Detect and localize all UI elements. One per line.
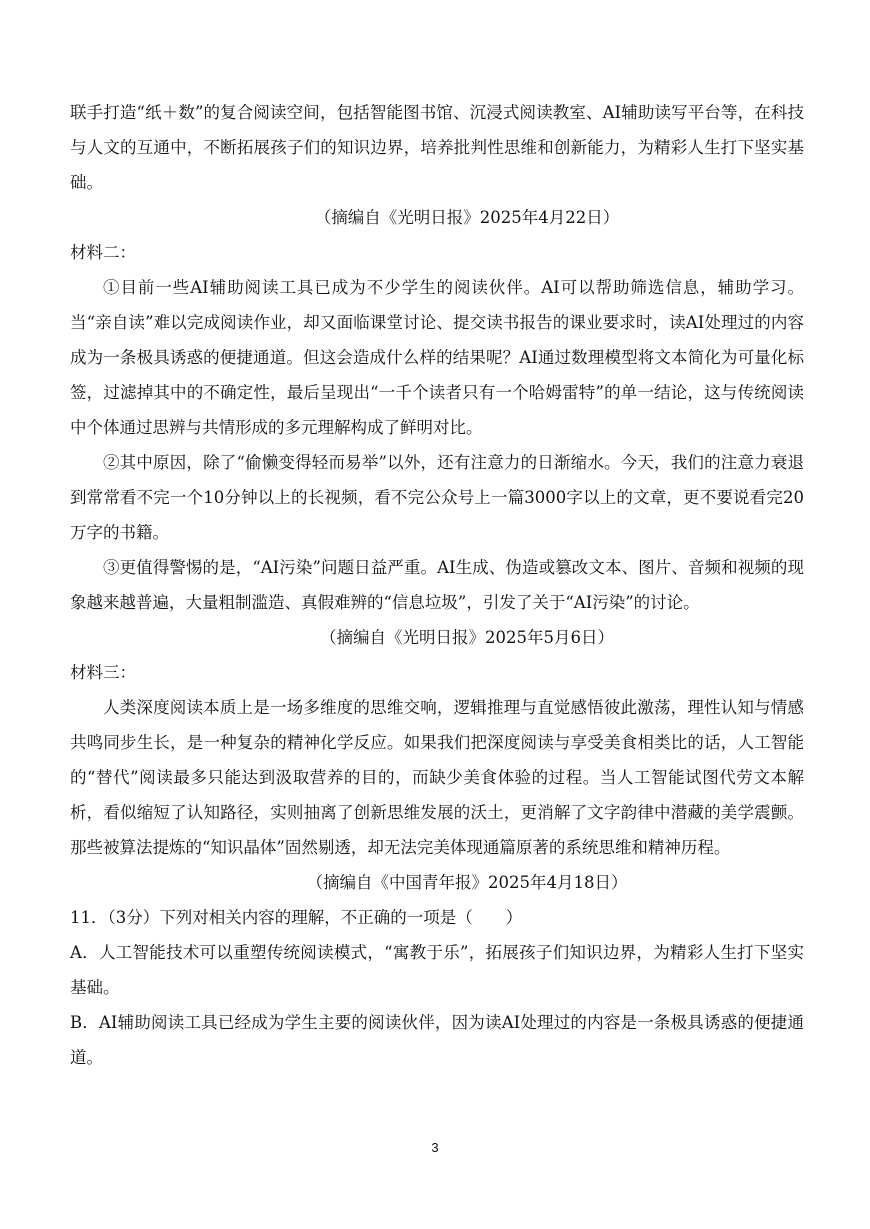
material-two-paragraph-2: ②其中原因，除了“偷懒变得轻而易举”以外，还有注意力的日渐缩水。今天，我们的注意力衰退到常常看不完一个10分钟以上的长视频，看不完公众号上一篇3000字以上的文章，更不要说看完20万字的书籍。	[70, 453, 804, 542]
source-citation-3: （摘编自《中国青年报》2025年4月18日）	[306, 873, 628, 892]
material-two-paragraph-3: ③更值得警惕的是，“AI污染”问题日益严重。AI生成、伪造或篡改文本、图片、音频和视频的现象越来越普遍，大量粗制滥造、真假难辨的“信息垃圾”，引发了关于“AI污染”的讨论。	[70, 558, 804, 612]
document-body	[70, 95, 804, 1075]
material-three-heading: 材料三：	[70, 663, 136, 682]
source-citation-1: （摘编自《光明日报》2025年4月22日）	[314, 208, 620, 227]
material-three-paragraph-1: 人类深度阅读本质上是一场多维度的思维交响，逻辑推理与直觉感悟彼此激荡，理性认知与情感共鸣同步生长，是一种复杂的精神化学反应。如果我们把深度阅读与享受美食相类比的话，人工智能的“替代”阅读最多只能达到汲取营养的目的，而缺少美食体验的过程。当人工智能试图代劳文本解析，看似缩短了认知路径，实则抽离了创新思维发展的沃土，更消解了文字韵律中潜藏的美学震颤。那些被算法提炼的“知识晶体”固然剔透，却无法完美体现通篇原著的系统思维和精神历程。	[70, 698, 804, 857]
material-two-heading: 材料二：	[70, 243, 136, 262]
question-stem: 11．（3分）下列对相关内容的理解，不正确的一项是（ ）	[70, 908, 523, 927]
page-number: 3	[431, 1140, 439, 1155]
material-two-paragraph-1: ①目前一些AI辅助阅读工具已成为不少学生的阅读伙伴。AI可以帮助筛选信息，辅助学习。当“亲自读”难以完成阅读作业，却又面临课堂讨论、提交读书报告的课业要求时，读AI处理过的内容成为一条极具诱惑的便捷通道。但这会造成什么样的结果呢？AI通过数理模型将文本简化为可量化标签，过滤掉其中的不确定性，最后呈现出“一千个读者只有一个哈姆雷特”的单一结论，这与传统阅读中个体通过思辨与共情形成的多元理解构成了鲜明对比。	[70, 278, 804, 437]
option-a: A．人工智能技术可以重塑传统阅读模式，“寓教于乐”，拓展孩子们知识边界，为精彩人生打下坚实基础。	[70, 943, 804, 997]
intro-paragraph: 联手打造“纸＋数”的复合阅读空间，包括智能图书馆、沉浸式阅读教室、AI辅助读写平台等，在科技与人文的互通中，不断拓展孩子们的知识边界，培养批判性思维和创新能力，为精彩人生打下坚实基础。	[70, 103, 804, 192]
source-citation-2: （摘编自《光明日报》2025年5月6日）	[320, 628, 614, 647]
option-b: B．AI辅助阅读工具已经成为学生主要的阅读伙伴，因为读AI处理过的内容是一条极具诱惑的便捷通道。	[70, 1013, 804, 1067]
